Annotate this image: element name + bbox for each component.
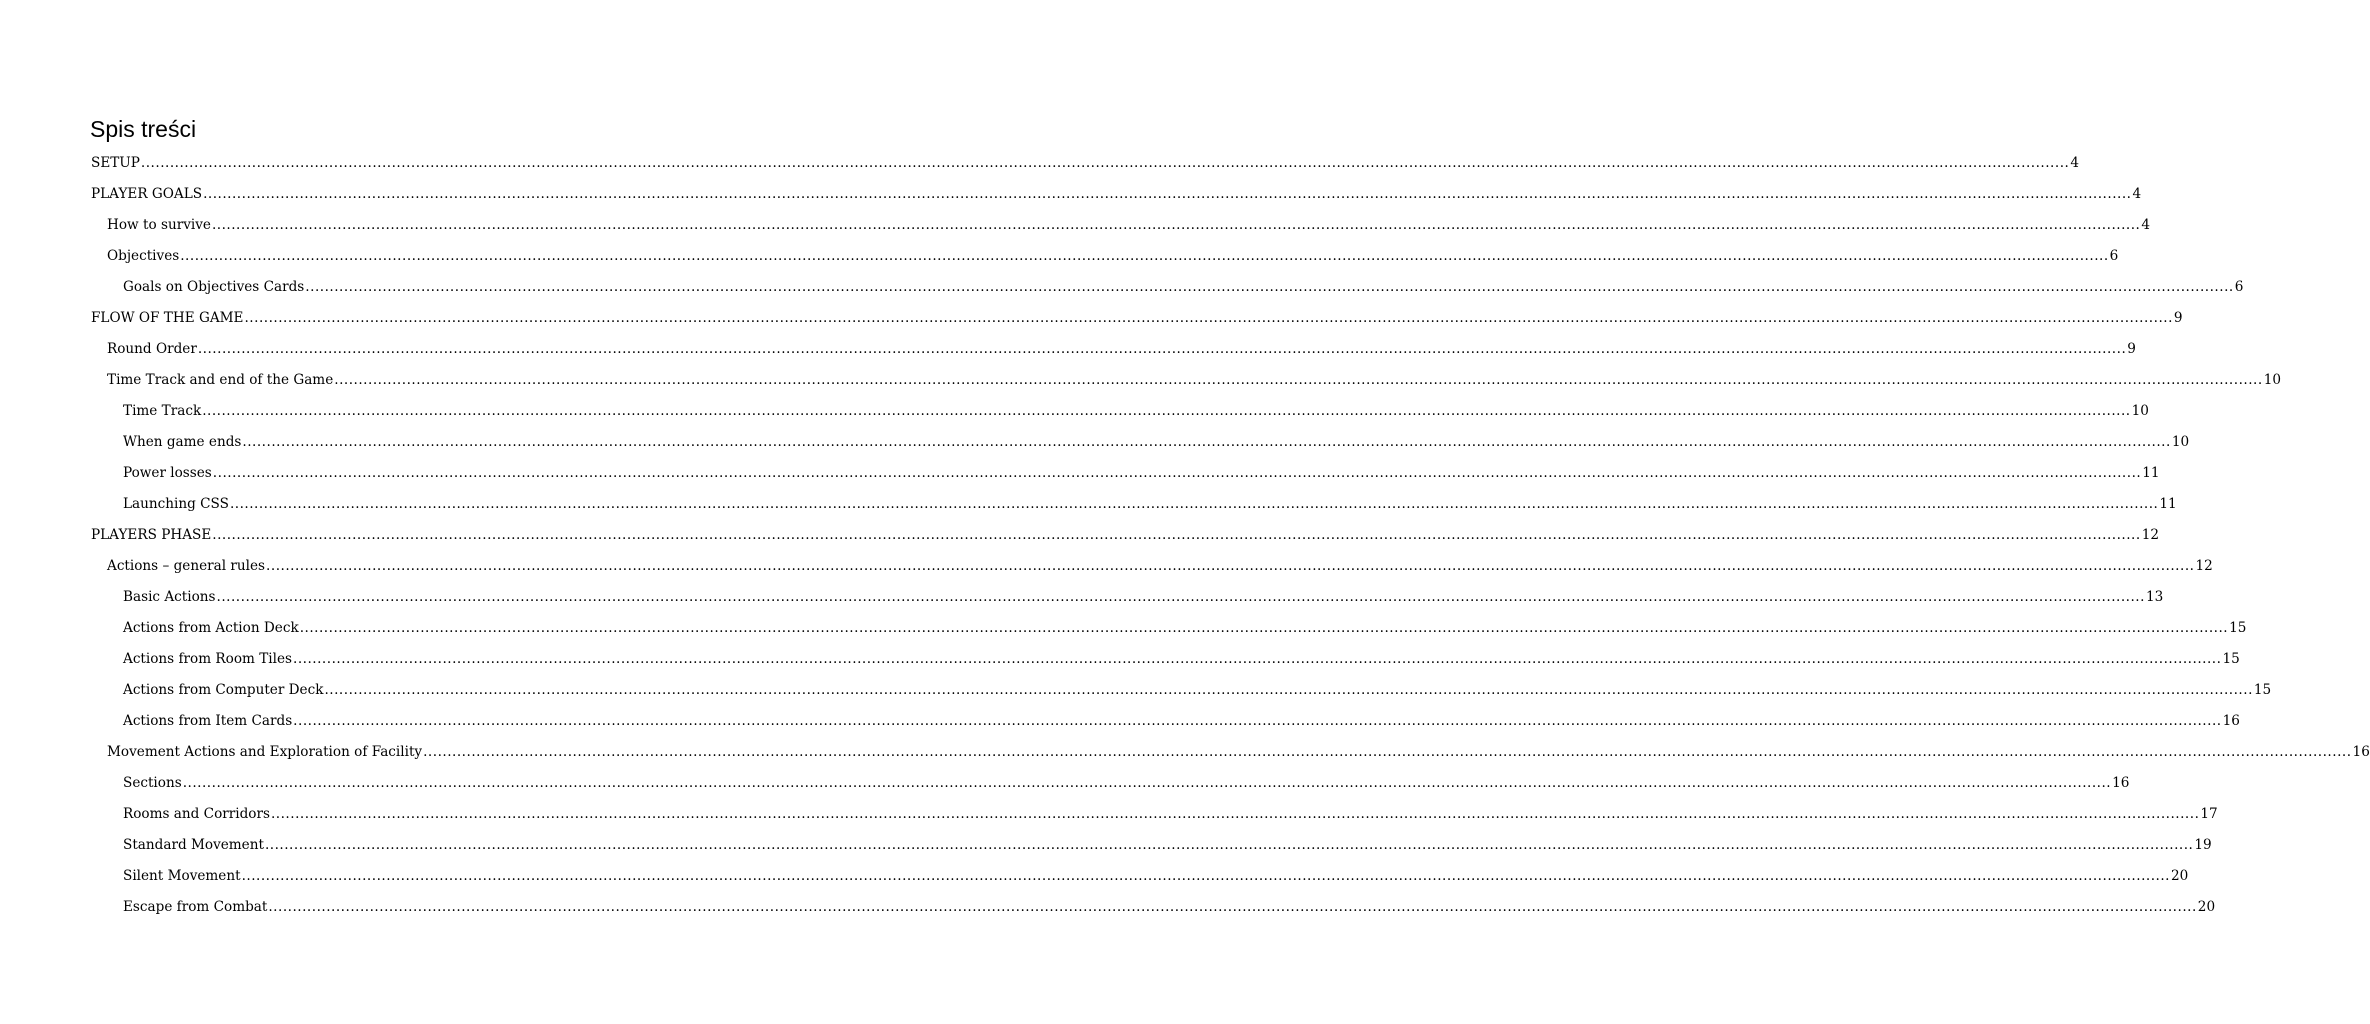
toc-dot-leader: ................................................................................................................................................................................................................................................................................................................................................................................................................ — [182, 775, 2112, 791]
toc-dot-leader: ................................................................................................................................................................................................................................................................................................................................................................................................................ — [299, 620, 2229, 636]
toc-entry[interactable] — [0, 582, 2164, 613]
toc-dot-leader: ................................................................................................................................................................................................................................................................................................................................................................................................................ — [268, 899, 2197, 915]
toc-entry-label: SETUP — [91, 155, 140, 171]
toc-entry[interactable] — [0, 427, 2190, 458]
toc-entry-page-number: 10 — [2263, 372, 2281, 388]
toc-dot-leader: ................................................................................................................................................................................................................................................................................................................................................................................................................ — [216, 589, 2145, 605]
toc-dot-leader: ................................................................................................................................................................................................................................................................................................................................................................................................................ — [242, 434, 2171, 450]
toc-dot-leader: ................................................................................................................................................................................................................................................................................................................................................................................................................ — [244, 310, 2173, 326]
toc-entry-label: Sections — [123, 775, 182, 791]
toc-entry[interactable] — [0, 458, 2160, 489]
toc-entry[interactable] — [0, 489, 2177, 520]
toc-entry-label: Actions from Room Tiles — [123, 651, 292, 667]
toc-entry-label: Power losses — [123, 465, 212, 481]
toc-entry-label: Objectives — [107, 248, 180, 264]
toc-entry[interactable] — [0, 892, 2216, 923]
toc-entry-label: Launching CSS — [123, 496, 229, 512]
page-title: Spis treści — [90, 116, 197, 142]
toc-entry-page-number: 10 — [2131, 403, 2149, 419]
toc-entry-label: Goals on Objectives Cards — [123, 279, 305, 295]
toc-entry[interactable] — [0, 768, 2130, 799]
toc-entry-page-number: 13 — [2145, 589, 2164, 605]
toc-entry[interactable] — [0, 675, 2272, 706]
toc-dot-leader: ................................................................................................................................................................................................................................................................................................................................................................................................................ — [293, 713, 2222, 729]
toc-entry-page-number: 6 — [2234, 279, 2244, 295]
toc-dot-leader: ................................................................................................................................................................................................................................................................................................................................................................................................................ — [229, 496, 2159, 512]
toc-entry-page-number: 20 — [2197, 899, 2216, 915]
toc-entry[interactable] — [0, 861, 2189, 892]
toc-dot-leader: ................................................................................................................................................................................................................................................................................................................................................................................................................ — [180, 248, 2109, 264]
toc-dot-leader: ................................................................................................................................................................................................................................................................................................................................................................................................................ — [202, 403, 2131, 419]
toc-entry-page-number: 9 — [2127, 341, 2136, 357]
toc-entry-label: Rooms and Corridors — [123, 806, 270, 822]
toc-dot-leader: ................................................................................................................................................................................................................................................................................................................................................................................................................ — [293, 651, 2222, 667]
toc-entry-page-number: 16 — [2222, 713, 2240, 729]
toc-entry-page-number: 16 — [2112, 775, 2130, 791]
toc-entry-page-number: 15 — [2222, 651, 2240, 667]
toc-entry-page-number: 19 — [2194, 837, 2212, 853]
toc-entry-label: PLAYERS PHASE — [91, 527, 212, 543]
toc-entry-label: How to survive — [107, 217, 211, 233]
toc-entry-page-number: 12 — [2195, 558, 2213, 574]
toc-dot-leader: ................................................................................................................................................................................................................................................................................................................................................................................................................ — [197, 341, 2127, 357]
toc-dot-leader: ................................................................................................................................................................................................................................................................................................................................................................................................................ — [140, 155, 2070, 171]
toc-entry-label: Actions from Action Deck — [123, 620, 299, 636]
toc-entry[interactable] — [0, 210, 2151, 241]
toc-entry-label: Time Track — [123, 403, 202, 419]
toc-entry[interactable] — [0, 179, 2142, 210]
toc-entry-label: Actions from Computer Deck — [123, 682, 324, 698]
toc-entry-label: Basic Actions — [123, 589, 216, 605]
toc-entry[interactable] — [0, 303, 2183, 334]
toc-entry[interactable] — [0, 241, 2119, 272]
toc-entry-page-number: 6 — [2109, 248, 2119, 264]
toc-entry-label: Escape from Combat — [123, 899, 268, 915]
toc-entry-page-number: 4 — [2141, 217, 2151, 233]
toc-entry-label: When game ends — [123, 434, 242, 450]
toc-entry-label: Round Order — [107, 341, 197, 357]
toc-entry[interactable] — [0, 644, 2240, 675]
toc-entry[interactable] — [0, 551, 2213, 582]
toc-entry[interactable] — [0, 737, 2370, 768]
toc-entry-label: Time Track and end of the Game — [107, 372, 334, 388]
toc-entry-page-number: 12 — [2141, 527, 2160, 543]
toc-entry[interactable] — [0, 799, 2218, 830]
toc-dot-leader: ................................................................................................................................................................................................................................................................................................................................................................................................................ — [212, 527, 2141, 543]
toc-dot-leader: ................................................................................................................................................................................................................................................................................................................................................................................................................ — [203, 186, 2132, 202]
toc-dot-leader: ................................................................................................................................................................................................................................................................................................................................................................................................................ — [211, 217, 2141, 233]
toc-entry[interactable] — [0, 520, 2160, 551]
toc-entry-page-number: 10 — [2171, 434, 2190, 450]
toc-entry-page-number: 15 — [2253, 682, 2272, 698]
toc-entry-label: Actions – general rules — [107, 558, 266, 574]
toc-entry-page-number: 9 — [2173, 310, 2183, 326]
toc-entry-page-number: 15 — [2229, 620, 2247, 636]
toc-entry[interactable] — [0, 272, 2244, 303]
toc-entry[interactable] — [0, 334, 2136, 365]
toc-entry-page-number: 16 — [2352, 744, 2370, 760]
toc-dot-leader: ................................................................................................................................................................................................................................................................................................................................................................................................................ — [266, 558, 2195, 574]
toc-entry[interactable] — [0, 396, 2149, 427]
toc-entry-label: Standard Movement — [123, 837, 264, 853]
toc-entry-label: FLOW OF THE GAME — [91, 310, 244, 326]
toc-entry-page-number: 4 — [2132, 186, 2142, 202]
toc-entry-label: PLAYER GOALS — [91, 186, 203, 202]
toc-entry[interactable] — [0, 706, 2240, 737]
toc-dot-leader: ................................................................................................................................................................................................................................................................................................................................................................................................................ — [324, 682, 2253, 698]
toc-entry-page-number: 11 — [2142, 465, 2160, 481]
table-of-contents — [0, 148, 2370, 923]
toc-entry[interactable] — [0, 613, 2247, 644]
toc-dot-leader: ................................................................................................................................................................................................................................................................................................................................................................................................................ — [241, 868, 2171, 884]
toc-entry[interactable] — [0, 830, 2212, 861]
toc-dot-leader: ................................................................................................................................................................................................................................................................................................................................................................................................................ — [423, 744, 2352, 760]
toc-entry-page-number: 11 — [2159, 496, 2177, 512]
toc-dot-leader: ................................................................................................................................................................................................................................................................................................................................................................................................................ — [334, 372, 2263, 388]
toc-dot-leader: ................................................................................................................................................................................................................................................................................................................................................................................................................ — [305, 279, 2234, 295]
toc-dot-leader: ................................................................................................................................................................................................................................................................................................................................................................................................................ — [264, 837, 2194, 853]
toc-entry-page-number: 17 — [2200, 806, 2218, 822]
toc-entry-page-number: 20 — [2171, 868, 2189, 884]
toc-entry[interactable] — [0, 365, 2281, 396]
toc-dot-leader: ................................................................................................................................................................................................................................................................................................................................................................................................................ — [270, 806, 2200, 822]
toc-entry-page-number: 4 — [2070, 155, 2079, 171]
toc-entry-label: Actions from Item Cards — [123, 713, 293, 729]
toc-entry-label: Silent Movement — [123, 868, 241, 884]
toc-entry[interactable] — [0, 148, 2079, 179]
toc-dot-leader: ................................................................................................................................................................................................................................................................................................................................................................................................................ — [212, 465, 2142, 481]
toc-entry-label: Movement Actions and Exploration of Facility — [107, 744, 423, 760]
